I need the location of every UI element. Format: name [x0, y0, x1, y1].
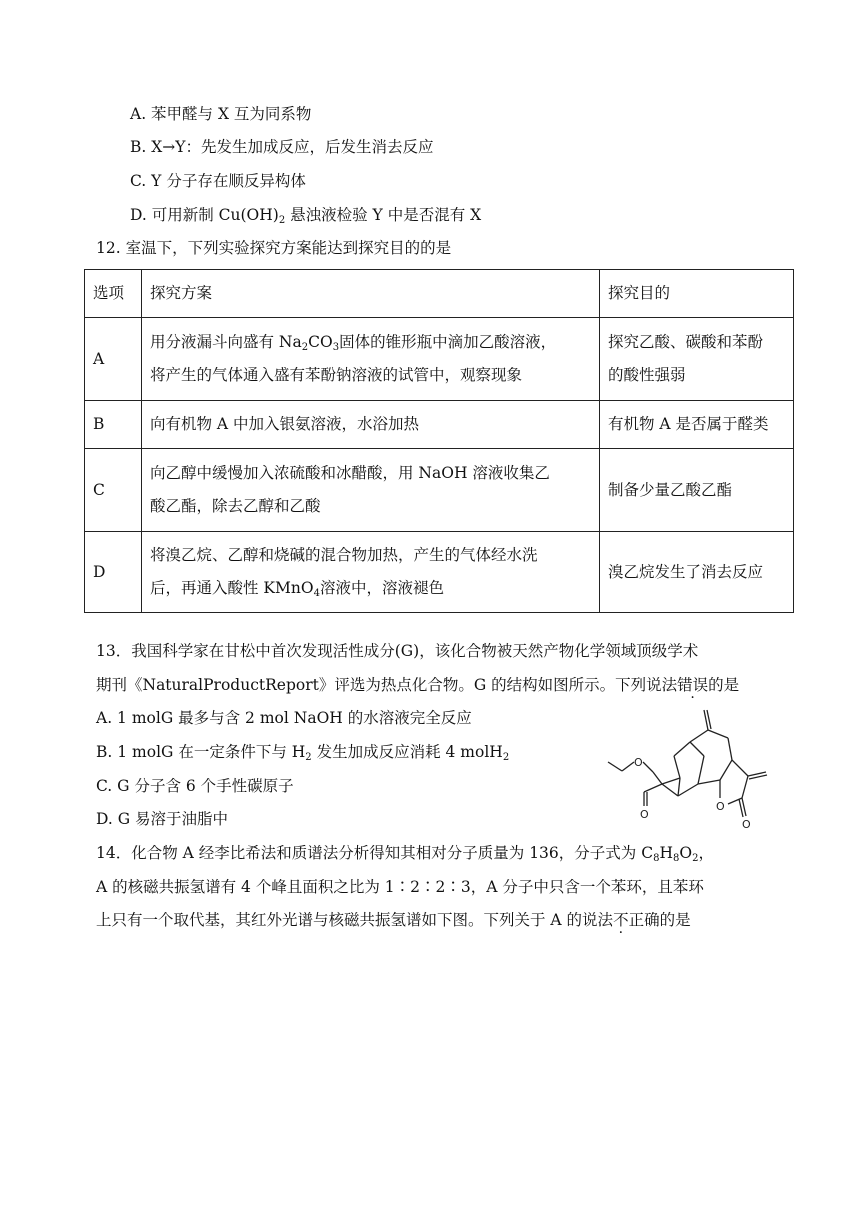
q14-stem-line2: A 的核磁共振氢谱有 4 个峰且面积之比为 1∶2∶2∶3，A 分子中只含一个苯环，且苯环	[96, 878, 704, 896]
emphasis-text: 错误	[677, 676, 709, 694]
q14-stem-line3: 上只有一个取代基，其红外光谱与核磁共振氢谱如下图。下列关于 A 的说法不正确的是	[96, 911, 691, 929]
row-plan: 将溴乙烷、乙醇和烧碱的混合物加热，产生的气体经水洗 后，再通入酸性 KMnO$_4$溶液中，溶液褪色	[142, 532, 600, 613]
q11-option-d: D. 可用新制 $Cu(OH)_2$ 悬浊液检验 Y 中是否混有 X	[130, 206, 482, 226]
row-option: D	[85, 532, 142, 613]
q14-stem-line1: 14．化合物 A 经李比希法和质谱法分析得知其相对分子质量为 136，分子式为 $C_8H_8O_2$，	[96, 844, 714, 864]
header-goal: 探究目的	[600, 270, 794, 318]
row-goal: 制备少量乙酸乙酯	[600, 449, 794, 532]
atom-label: O	[634, 756, 643, 769]
table-row	[85, 449, 794, 532]
atom-label: O	[640, 808, 649, 821]
q13-stem-line1: 13．我国科学家在甘松中首次发现活性成分(G)，该化合物被天然产物化学领域顶级学术	[96, 642, 699, 660]
row-goal: 探究乙酸、碳酸和苯酚 的酸性强弱	[600, 318, 794, 401]
row-plan: 向乙醇中缓慢加入浓硫酸和冰醋酸，用 NaOH 溶液收集乙 酸乙酯，除去乙醇和乙酸	[142, 449, 600, 532]
table-row	[85, 401, 794, 449]
q13-option-c: C. G 分子含 6 个手性碳原子	[96, 777, 294, 795]
header-plan: 探究方案	[142, 270, 600, 318]
q13-option-d: D. G 易溶于油脂中	[96, 810, 229, 828]
row-option: B	[85, 401, 142, 449]
q13-stem-line2: 期刊《NaturalProductReport》评选为热点化合物。G 的结构如图所示。下列说法错误的是	[96, 676, 740, 694]
q13-option-b: B. 1 molG 在一定条件下与 $H_2$ 发生加成反应消耗 4 molH$_2$	[96, 743, 510, 763]
table-row	[85, 532, 794, 613]
row-plan: 向有机物 A 中加入银氨溶液，水浴加热	[142, 401, 600, 449]
atom-label: O	[742, 818, 751, 831]
emphasis-text: 不	[613, 911, 629, 929]
table-header-row	[85, 270, 794, 318]
q12-stem: 12. 室温下，下列实验探究方案能达到探究目的的是	[96, 239, 452, 257]
row-option: C	[85, 449, 142, 532]
row-plan: 用分液漏斗向盛有 $Na_2CO_3$固体的锥形瓶中滴加乙酸溶液， 将产生的气体通入盛有苯酚钠溶液的试管中，观察现象	[142, 318, 600, 401]
row-goal: 溴乙烷发生了消去反应	[600, 532, 794, 613]
q11-option-a: A. 苯甲醛与 X 互为同系物	[130, 105, 312, 123]
q13-option-a: A. 1 molG 最多与含 2 mol NaOH 的水溶液完全反应	[96, 709, 472, 727]
q11-option-c: C. Y 分子存在顺反异构体	[130, 172, 306, 190]
compound-g-structure	[600, 700, 800, 840]
table-row	[85, 318, 794, 401]
q11-option-b: B. X→Y：先发生加成反应，后发生消去反应	[130, 138, 434, 156]
row-option: A	[85, 318, 142, 401]
q12-table	[84, 269, 794, 613]
row-goal: 有机物 A 是否属于醛类	[600, 401, 794, 449]
header-option: 选项	[85, 270, 142, 318]
atom-label: O	[716, 800, 725, 813]
